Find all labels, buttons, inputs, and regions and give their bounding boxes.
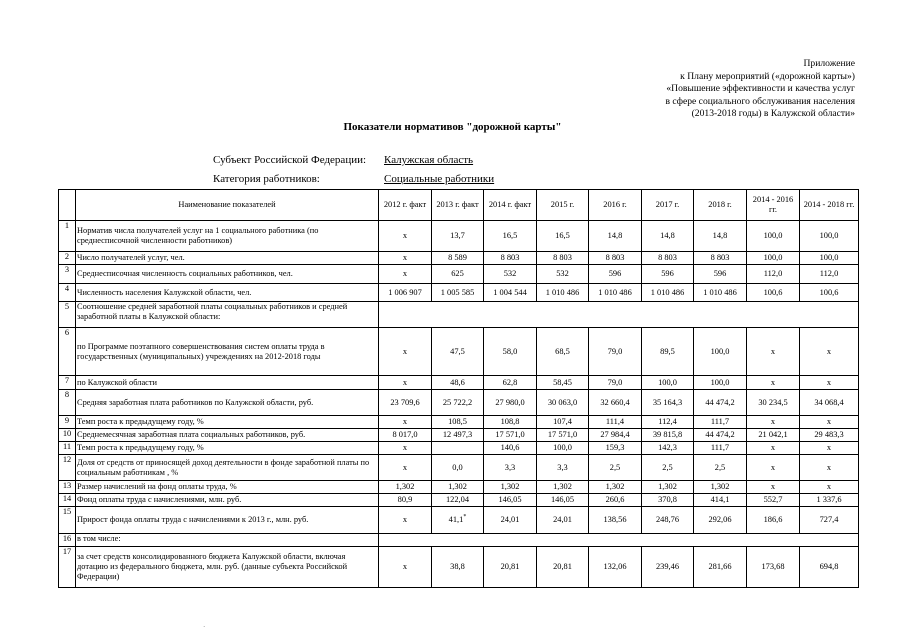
- value-cell: 20,81: [484, 547, 537, 588]
- value-cell: 44 474,2: [694, 429, 747, 442]
- value-cell: 140,6: [484, 442, 537, 455]
- header-cell: Наименование показателей: [76, 190, 379, 221]
- value-cell: 8 589: [432, 252, 484, 265]
- indicator-name: Норматив числа получателей услуг на 1 социального работника (по среднесписочной численности работников): [76, 221, 379, 252]
- value-cell: 2,5: [694, 455, 747, 481]
- value-cell: х: [379, 376, 432, 390]
- value-cell: х: [800, 328, 859, 376]
- value-text: 41,1: [448, 515, 464, 524]
- value-cell: 38,8: [432, 547, 484, 588]
- value-cell: 14,8: [642, 221, 694, 252]
- subject-value: Калужская область: [384, 154, 474, 166]
- value-cell: 1 010 486: [589, 284, 642, 302]
- value-cell: 1,302: [589, 481, 642, 494]
- value-cell: 248,76: [642, 507, 694, 534]
- value-cell: 108,5: [432, 416, 484, 429]
- value-cell: х: [379, 547, 432, 588]
- value-cell: 27 984,4: [589, 429, 642, 442]
- category-value: Социальные работники: [384, 173, 495, 185]
- value-cell: 1,302: [432, 481, 484, 494]
- value-cell: 112,4: [642, 416, 694, 429]
- value-cell: 17 571,0: [484, 429, 537, 442]
- value-cell: 58,0: [484, 328, 537, 376]
- value-cell: 8 017,0: [379, 429, 432, 442]
- table-row: [59, 265, 859, 284]
- value-cell: 596: [589, 265, 642, 284]
- value-cell: 32 660,4: [589, 390, 642, 416]
- table-row: [59, 416, 859, 429]
- stray-mark: ·: [203, 623, 206, 631]
- header-cell: 2016 г.: [589, 190, 642, 221]
- value-cell: 111,4: [589, 416, 642, 429]
- value-cell: 8 803: [537, 252, 589, 265]
- value-cell: 58,45: [537, 376, 589, 390]
- document-title: Показатели нормативов "дорожной карты": [343, 121, 562, 133]
- value-cell: 16,5: [484, 221, 537, 252]
- table-row: [59, 302, 859, 328]
- value-cell: 8 803: [694, 252, 747, 265]
- value-cell: 29 483,3: [800, 429, 859, 442]
- value-cell: х: [379, 455, 432, 481]
- value-cell: 1 010 486: [642, 284, 694, 302]
- row-number: 2: [59, 252, 76, 265]
- table-row: [59, 534, 859, 547]
- appendix-line: Приложение: [803, 58, 855, 69]
- value-cell: 100,0: [694, 328, 747, 376]
- table-row: [59, 481, 859, 494]
- value-cell: 12 497,3: [432, 429, 484, 442]
- value-cell: 24,01: [537, 507, 589, 534]
- value-cell: 39 815,8: [642, 429, 694, 442]
- indicators-table: [58, 189, 859, 588]
- row-number: 9: [59, 416, 76, 429]
- header-cell: 2014 - 2016 гг.: [747, 190, 800, 221]
- value-cell: 13,7: [432, 221, 484, 252]
- value-cell: 8 803: [642, 252, 694, 265]
- row-number: 1: [59, 221, 76, 252]
- value-cell: 8 803: [589, 252, 642, 265]
- table-row: [59, 494, 859, 507]
- appendix-line: (2013-2018 годы) в Калужской области»: [691, 108, 855, 120]
- value-cell: х: [379, 252, 432, 265]
- row-number: 17: [59, 547, 76, 588]
- value-cell: 625: [432, 265, 484, 284]
- value-cell: 1,302: [642, 481, 694, 494]
- header-cell: 2018 г.: [694, 190, 747, 221]
- appendix-line: «Повышение эффективности и качества услуг: [666, 83, 855, 95]
- value-cell: х: [800, 416, 859, 429]
- table-row: [59, 284, 859, 302]
- value-cell: 79,0: [589, 376, 642, 390]
- value-cell: 552,7: [747, 494, 800, 507]
- value-cell: 108,8: [484, 416, 537, 429]
- value-cell: 100,0: [694, 376, 747, 390]
- value-cell: х: [800, 481, 859, 494]
- category-label: Категория работников:: [213, 173, 320, 185]
- value-cell: 3,3: [484, 455, 537, 481]
- row-number: 4: [59, 284, 76, 302]
- header-cell: 2012 г. факт: [379, 190, 432, 221]
- header-cell: 2014 г. факт: [484, 190, 537, 221]
- value-cell: 122,04: [432, 494, 484, 507]
- value-cell: х: [379, 442, 432, 455]
- value-cell: 20,81: [537, 547, 589, 588]
- indicator-name: Среднемесячная заработная плата социальных работников, руб.: [76, 429, 379, 442]
- value-cell: 8 803: [484, 252, 537, 265]
- appendix-header: [575, 58, 855, 121]
- value-cell: 80,9: [379, 494, 432, 507]
- value-cell: 1 005 585: [432, 284, 484, 302]
- value-cell: 68,5: [537, 328, 589, 376]
- value-cell: 112,0: [747, 265, 800, 284]
- indicator-name: Соотношение средней заработной платы социальных работников и средней заработной платы в Калужской области:: [76, 302, 379, 328]
- value-cell: 100,0: [747, 221, 800, 252]
- value-cell: 596: [694, 265, 747, 284]
- table-row: [59, 252, 859, 265]
- value-cell: 146,05: [484, 494, 537, 507]
- subject-label: Субъект Российской Федерации:: [213, 154, 367, 166]
- header-cell: 2014 - 2018 гг.: [800, 190, 859, 221]
- value-cell: 30 063,0: [537, 390, 589, 416]
- row-number: 8: [59, 390, 76, 416]
- row-number: 3: [59, 265, 76, 284]
- value-cell: 14,8: [694, 221, 747, 252]
- value-cell: 100,6: [800, 284, 859, 302]
- value-cell: 292,06: [694, 507, 747, 534]
- value-cell: 112,0: [800, 265, 859, 284]
- row-number: 10: [59, 429, 76, 442]
- value-cell: 30 234,5: [747, 390, 800, 416]
- value-cell: 159,3: [589, 442, 642, 455]
- value-cell: 0,0: [432, 455, 484, 481]
- value-cell: 132,06: [589, 547, 642, 588]
- value-cell: 89,5: [642, 328, 694, 376]
- appendix-line: в сфере социального обслуживания населения: [665, 95, 855, 107]
- value-cell: 1,302: [537, 481, 589, 494]
- value-cell: 27 980,0: [484, 390, 537, 416]
- value-cell: х: [747, 328, 800, 376]
- table-row: [59, 328, 859, 376]
- footnote-mark: *: [463, 514, 467, 521]
- value-cell: 79,0: [589, 328, 642, 376]
- value-cell: 2,5: [642, 455, 694, 481]
- row-number: 11: [59, 442, 76, 455]
- value-cell: 1,302: [379, 481, 432, 494]
- value-cell: х: [747, 376, 800, 390]
- header-cell: 2015 г.: [537, 190, 589, 221]
- value-cell: 100,0: [800, 252, 859, 265]
- value-cell: 44 474,2: [694, 390, 747, 416]
- value-cell: 727,4: [800, 507, 859, 534]
- row-number: 16: [59, 534, 76, 547]
- value-cell: 17 571,0: [537, 429, 589, 442]
- value-cell: х: [379, 507, 432, 534]
- value-cell: х: [800, 442, 859, 455]
- value-cell: 3,3: [537, 455, 589, 481]
- row-number: 5: [59, 302, 76, 328]
- value-cell: 25 722,2: [432, 390, 484, 416]
- value-cell: 16,5: [537, 221, 589, 252]
- indicator-name: по Программе поэтапного совершенствования систем оплаты труда в государственных (муниципальных) учреждениях на 2012-2018 годы: [76, 328, 379, 376]
- value-cell: 173,68: [747, 547, 800, 588]
- table-row: [59, 429, 859, 442]
- value-cell: 532: [484, 265, 537, 284]
- indicator-name: Фонд оплаты труда с начислениями, млн. руб.: [76, 494, 379, 507]
- value-cell: 107,4: [537, 416, 589, 429]
- value-cell: 23 709,6: [379, 390, 432, 416]
- value-cell: 142,3: [642, 442, 694, 455]
- value-cell: 146,05: [537, 494, 589, 507]
- value-cell: 47,5: [432, 328, 484, 376]
- empty-cell: [379, 534, 859, 547]
- value-cell: 35 164,3: [642, 390, 694, 416]
- indicator-name: Темп роста к предыдущему году, %: [76, 442, 379, 455]
- value-cell: 596: [642, 265, 694, 284]
- value-cell: 34 068,4: [800, 390, 859, 416]
- value-cell: 24,01: [484, 507, 537, 534]
- row-number: 12: [59, 455, 76, 481]
- row-number: 14: [59, 494, 76, 507]
- header-cell: 2013 г. факт: [432, 190, 484, 221]
- value-cell: 370,8: [642, 494, 694, 507]
- row-number: 15: [59, 507, 76, 534]
- value-cell: 100,0: [747, 252, 800, 265]
- indicator-name: Размер начислений на фонд оплаты труда, %: [76, 481, 379, 494]
- value-cell: х: [747, 455, 800, 481]
- value-cell: 1 006 907: [379, 284, 432, 302]
- indicator-name: за счет средств консолидированного бюджета Калужской области, включая дотацию из федерального бюджета, млн. руб. (данные субъекта Российской Федерации): [76, 547, 379, 588]
- table-row: [59, 442, 859, 455]
- value-cell: [432, 507, 484, 534]
- header-cell: [59, 190, 76, 221]
- value-cell: 100,6: [747, 284, 800, 302]
- value-cell: 111,7: [694, 416, 747, 429]
- value-cell: 2,5: [589, 455, 642, 481]
- value-cell: 111,7: [694, 442, 747, 455]
- value-cell: 1 337,6: [800, 494, 859, 507]
- header-cell: 2017 г.: [642, 190, 694, 221]
- value-cell: х: [800, 455, 859, 481]
- indicator-name: в том числе:: [76, 534, 379, 547]
- value-cell: х: [747, 442, 800, 455]
- value-cell: х: [379, 265, 432, 284]
- value-cell: х: [379, 416, 432, 429]
- value-cell: 1,302: [484, 481, 537, 494]
- indicator-name: Численность населения Калужской области, чел.: [76, 284, 379, 302]
- indicator-name: Темп роста к предыдущему году, %: [76, 416, 379, 429]
- table-row: [59, 390, 859, 416]
- table-row: [59, 455, 859, 481]
- indicator-name: по Калужской области: [76, 376, 379, 390]
- table-header-row: [59, 190, 859, 221]
- table-row: [59, 507, 859, 534]
- value-cell: 186,6: [747, 507, 800, 534]
- appendix-line: к Плану мероприятий («дорожной карты»): [680, 70, 855, 82]
- indicator-name: Средняя заработная плата работников по Калужской области, руб.: [76, 390, 379, 416]
- value-cell: 532: [537, 265, 589, 284]
- value-cell: 1,302: [694, 481, 747, 494]
- value-cell: х: [379, 328, 432, 376]
- value-cell: 138,56: [589, 507, 642, 534]
- value-cell: 239,46: [642, 547, 694, 588]
- indicator-name: Прирост фонда оплаты труда с начислениями к 2013 г., млн. руб.: [76, 507, 379, 534]
- value-cell: 1 010 486: [694, 284, 747, 302]
- row-number: 6: [59, 328, 76, 376]
- table-row: [59, 547, 859, 588]
- empty-cell: [379, 302, 859, 328]
- indicator-name: Доля от средств от приносящей доход деятельности в фонде заработной платы по социальным работникам , %: [76, 455, 379, 481]
- indicator-name: Число получателей услуг, чел.: [76, 252, 379, 265]
- value-cell: 14,8: [589, 221, 642, 252]
- indicator-name: Среднесписочная численность социальных работников, чел.: [76, 265, 379, 284]
- value-cell: х: [747, 481, 800, 494]
- value-cell: 62,8: [484, 376, 537, 390]
- value-cell: 281,66: [694, 547, 747, 588]
- value-cell: 100,0: [537, 442, 589, 455]
- table-row: [59, 376, 859, 390]
- value-cell: 100,0: [642, 376, 694, 390]
- table-row: [59, 221, 859, 252]
- value-cell: 100,0: [800, 221, 859, 252]
- value-cell: х: [379, 221, 432, 252]
- row-number: 13: [59, 481, 76, 494]
- value-cell: 21 042,1: [747, 429, 800, 442]
- value-cell: 1 004 544: [484, 284, 537, 302]
- value-cell: 694,8: [800, 547, 859, 588]
- row-number: 7: [59, 376, 76, 390]
- value-cell: 48,6: [432, 376, 484, 390]
- value-cell: [432, 442, 484, 455]
- value-cell: х: [747, 416, 800, 429]
- value-cell: 414,1: [694, 494, 747, 507]
- value-cell: 1 010 486: [537, 284, 589, 302]
- value-cell: х: [800, 376, 859, 390]
- value-cell: 260,6: [589, 494, 642, 507]
